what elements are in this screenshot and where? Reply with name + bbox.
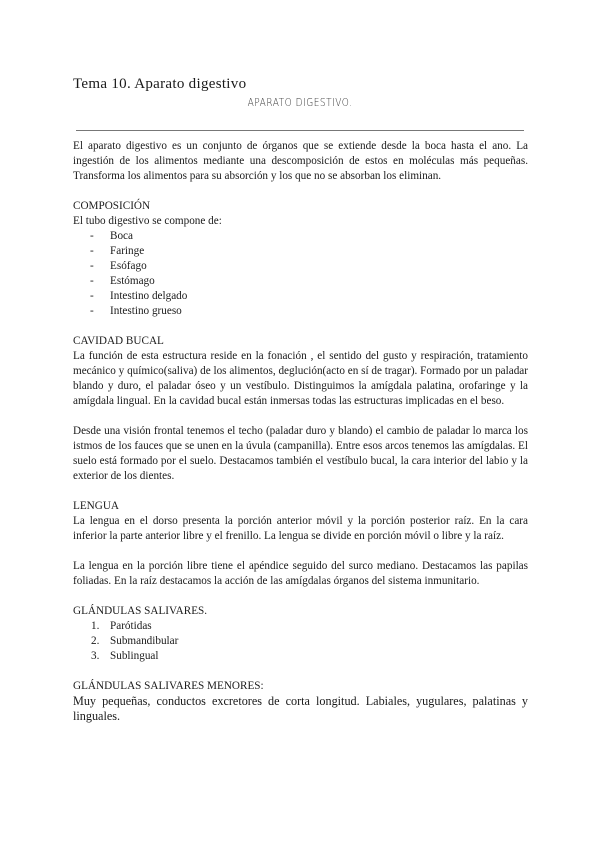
list-item: - Intestino grueso [73,304,528,319]
lengua-paragraph-1: La lengua en el dorso presenta la porción anterior móvil y la porción posterior raíz. En la cara inferior la parte anterior libre y el frenillo. La lengua se divide en porción móvil o libre y la raíz. [73,515,528,542]
glandulas-list [73,619,528,664]
list-item [73,649,528,664]
list-item [73,634,528,649]
menores-heading: GLÁNDULAS SALIVARES MENORES: [73,680,264,692]
lengua-paragraph-2: La lengua en la porción libre tiene el apéndice seguido del surco mediano. Destacamos las papilas foliadas. En la raíz destacamos la acción de las amígdalas órganos del sistema inmunitario. [73,560,528,587]
composicion-heading: COMPOSICIÓN [73,200,151,212]
list-item [73,619,528,634]
list-number: 2. [91,635,100,647]
list-number: 1. [91,620,100,632]
lengua-heading: LENGUA [73,500,119,512]
page-title: Tema 10. Aparato digestivo [73,76,247,92]
cavidad-heading: CAVIDAD BUCAL [73,335,164,347]
divider [76,130,524,131]
list-item: - Esófago [73,259,528,274]
cavidad-paragraph-1: La función de esta estructura reside en la fonación , el sentido del gusto y respiración, tratamiento mecánico y químico(saliva) de los alimentos, deglución(acto en sí de tragar). Formado por un paladar blando y duro, el paladar óseo y un vestíbulo. Distinguimos la amígdala palatina, orofaringe y la amígdala lingual. En la cavidad bucal están inmersas todas las estructuras implicadas en el beso. [73,350,528,407]
list-item: - Boca [73,229,528,244]
intro-paragraph: El aparato digestivo es un conjunto de órganos que se extiende desde la boca hasta el ano. La ingestión de los alimentos mediante una descomposición de estos en moléculas más pequeñas. Transforma los alimentos para su absorción y los que no se absorban los eliminan. [73,140,528,182]
list-number: 3. [91,650,100,662]
menores-paragraph: Muy pequeñas, conductos excretores de corta longitud. Labiales, yugulares, palatinas y linguales. [73,694,528,723]
glandulas-heading: GLÁNDULAS SALIVARES. [73,605,208,617]
composicion-lead: El tubo digestivo se compone de: [73,215,222,227]
composicion-list [73,229,528,319]
cavidad-paragraph-2: Desde una visión frontal tenemos el techo (paladar duro y blando) el cambio de paladar lo marca los istmos de los fauces que se unen en la úvula (campanilla). Entre esos arcos tenemos las amígdalas. El suelo está formado por el suelo. Destacamos también el vestíbulo bucal, la cara interior del labio y la exterior de los dientes. [73,425,528,482]
document-body [73,139,528,724]
section-subtitle: APARATO DIGESTIVO. [247,96,353,109]
list-item: - Faringe [73,244,528,259]
list-item: - Estómago [73,274,528,289]
list-item: - Intestino delgado [73,289,528,304]
list-label: Parótidas [110,620,152,632]
list-label: Sublingual [110,650,159,662]
list-label: Submandibular [110,635,179,647]
